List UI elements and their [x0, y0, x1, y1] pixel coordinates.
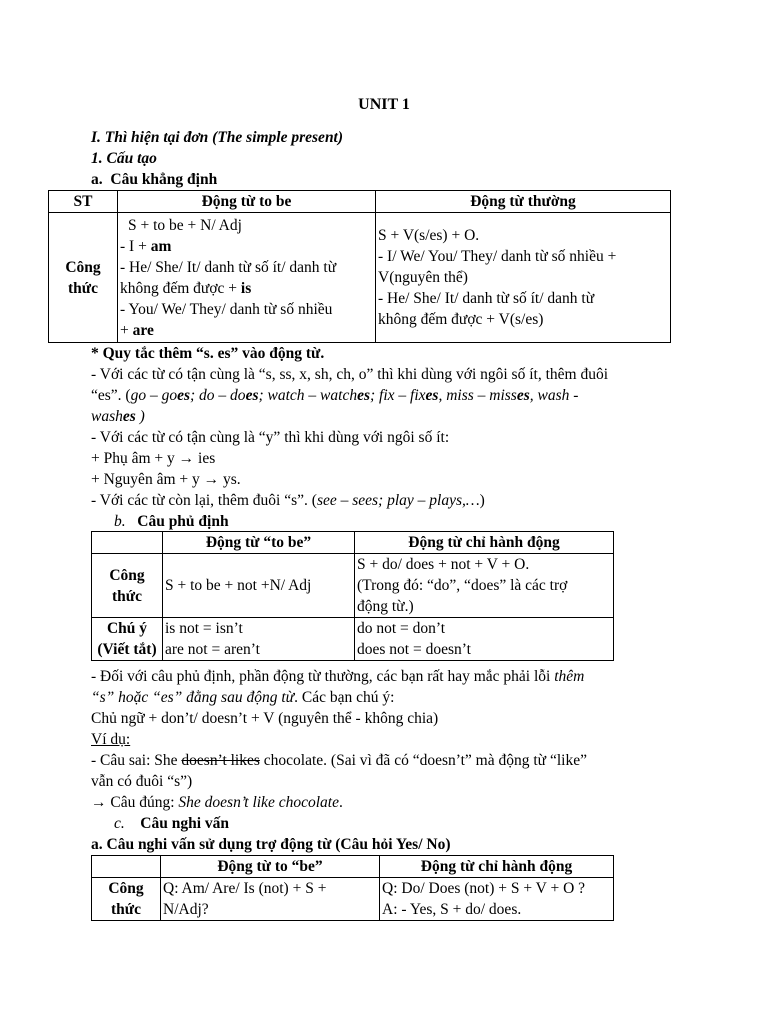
example-text: , wash - — [529, 387, 579, 404]
text: Câu đúng: — [106, 794, 179, 811]
subheading-negative — [114, 511, 229, 532]
italic-text: thêm — [554, 668, 585, 685]
row-label-line: thức — [68, 279, 98, 297]
subsection-heading: 1. Cấu tạo — [91, 150, 157, 167]
rule-line: + Phụ âm + y → ies — [91, 450, 216, 467]
example-line — [91, 792, 343, 813]
formula-line: Chủ ngữ + don’t/ doesn’t + V (nguyên thể - không chia) — [91, 710, 439, 727]
table-header: Động từ chỉ hành động — [355, 532, 614, 554]
example-text: , miss – miss — [438, 387, 517, 404]
table-header: Động từ chỉ hành động — [380, 856, 614, 878]
section-heading: I. Thì hiện tại đơn (The simple present) — [91, 129, 344, 146]
table-header: Động từ thường — [376, 191, 671, 213]
rule-line — [91, 385, 578, 406]
example-label: Ví dụ: — [91, 731, 131, 748]
cell-line: S + V(s/es) + O. — [378, 227, 480, 244]
row-label-line: thức — [111, 901, 141, 918]
table-cell — [380, 878, 614, 921]
cell-line: - He/ She/ It/ danh từ số ít/ danh từ — [120, 259, 337, 276]
subheading-text: Câu khẳng định — [110, 171, 218, 188]
italic-text: “s” hoặc “es” đằng sau động từ — [91, 689, 295, 706]
note-line — [91, 687, 394, 708]
list-letter: a. — [91, 171, 103, 188]
rule-title: * Quy tắc thêm “s. es” vào động từ. — [91, 345, 325, 362]
row-label — [49, 213, 118, 343]
row-label — [92, 618, 163, 661]
question-title: a. Câu nghi vấn sử dụng trợ động từ (Câu hỏi Yes/ No) — [91, 836, 451, 853]
example-suffix: es — [357, 387, 370, 404]
cell-line — [120, 320, 373, 341]
text: - Câu sai: She — [91, 752, 182, 769]
example-text: wash — [91, 408, 123, 425]
text: - Với các từ còn lại, thêm đuôi “s”. ( — [91, 492, 317, 509]
text: . Các bạn chú ý: — [294, 689, 395, 706]
row-label-line: Công — [109, 566, 145, 584]
note-line — [91, 666, 584, 687]
example-suffix: es — [516, 387, 530, 404]
text: chocolate. (Sai vì đã có “doesn’t” mà động từ “like” — [259, 752, 587, 769]
arrow-icon: → — [91, 794, 107, 811]
table-cell — [161, 878, 380, 921]
example-text: ) — [135, 408, 145, 425]
cell-line: do not = don’t — [357, 620, 446, 637]
cell-text: - I + — [120, 238, 151, 255]
subheading-text: Câu phủ định — [137, 513, 229, 530]
table-header-empty — [92, 856, 161, 878]
table-header: Động từ to “be” — [161, 856, 380, 878]
cell-text-bold: are — [132, 322, 154, 339]
cell-text: + — [120, 322, 133, 339]
example-text: ; watch – watch — [258, 387, 358, 404]
table-header-empty — [92, 532, 163, 554]
cell-line: A: - Yes, S + do/ does. — [382, 901, 522, 918]
cell-line: không đếm được + V(s/es) — [378, 311, 544, 328]
row-label-line: Công — [108, 880, 144, 897]
cell-line: - You/ We/ They/ danh từ số nhiều — [120, 301, 333, 318]
table-cell — [355, 618, 614, 661]
example-text: go – go — [130, 387, 178, 404]
table-cell — [355, 554, 614, 618]
example-line: vẫn có đuôi “s”) — [91, 773, 193, 790]
example-line — [91, 750, 587, 771]
cell-line: Q: Am/ Are/ Is (not) + S + — [163, 880, 327, 897]
rule-line — [91, 406, 145, 427]
cell-text-bold: is — [240, 280, 252, 297]
italic-text: She doesn’t like chocolate — [178, 794, 339, 811]
rule-line — [91, 490, 485, 511]
cell-line: - I/ We/ You/ They/ danh từ số nhiều + — [378, 248, 617, 265]
cell-text-bold: am — [150, 238, 172, 255]
example-text: ; fix – fix — [370, 387, 426, 404]
cell-line: Q: Do/ Does (not) + S + V + O ? — [382, 880, 586, 897]
cell-line: (Trong đó: “do”, “does” là các trợ — [357, 577, 568, 594]
question-table — [91, 855, 614, 921]
table-cell: S + to be + not +N/ Adj — [163, 554, 355, 618]
subheading-text: Câu nghi vấn — [140, 815, 229, 832]
page-title: UNIT 1 — [358, 96, 410, 113]
cell-line: - He/ She/ It/ danh từ số ít/ danh từ — [378, 290, 595, 307]
list-letter: c. — [114, 815, 125, 832]
cell-line: động từ.) — [357, 598, 414, 615]
table-header: Động từ to be — [118, 191, 376, 213]
example-suffix: es — [245, 387, 259, 404]
row-label — [92, 554, 163, 618]
regular-verb-cell — [376, 213, 671, 343]
subheading-affirmative — [91, 169, 217, 190]
text: ) — [479, 492, 485, 509]
example-suffix: es — [177, 387, 191, 404]
tobe-cell — [118, 213, 376, 343]
struck-text: doesn’t likes — [181, 752, 260, 769]
rule-line: - Với các từ có tận cùng là “y” thì khi dùng với ngôi số ít: — [91, 429, 450, 446]
table-header: Động từ “to be” — [163, 532, 355, 554]
text: - Đối với câu phủ định, phần động từ thường, các bạn rất hay mắc phải lỗi — [91, 668, 555, 685]
row-label-line: thức — [112, 587, 142, 605]
cell-line: V(nguyên thể) — [378, 269, 468, 286]
table-cell — [163, 618, 355, 661]
cell-line: S + to be + N/ Adj — [128, 217, 242, 234]
row-label-line: Chú ý — [106, 620, 148, 637]
example-suffix: es — [122, 408, 136, 425]
cell-line: N/Adj? — [163, 901, 209, 918]
cell-text: không đếm được + — [120, 280, 241, 297]
cell-line: S + do/ does + not + V + O. — [357, 556, 530, 573]
text: . — [338, 794, 343, 811]
cell-line — [120, 236, 373, 257]
affirmative-table — [48, 190, 671, 343]
example-suffix: es — [425, 387, 439, 404]
example-text: see – sees; play – plays,… — [316, 492, 480, 509]
rule-line: + Nguyên âm + y → ys. — [91, 471, 241, 488]
example-text: ; do – do — [190, 387, 246, 404]
row-label — [92, 878, 161, 921]
cell-line: are not = aren’t — [165, 641, 260, 658]
cell-line: does not = doesn’t — [357, 641, 471, 658]
cell-line — [120, 278, 373, 299]
subheading-question — [114, 813, 229, 834]
table-header: ST — [49, 191, 118, 213]
text: “es”. ( — [91, 387, 131, 404]
negative-table — [91, 531, 614, 661]
rule-line: - Với các từ có tận cùng là “s, ss, x, sh, ch, o” thì khi dùng với ngôi số ít, thêm đuôi — [91, 366, 608, 383]
row-label-line: Công — [65, 258, 101, 276]
cell-line: is not = isn’t — [165, 620, 243, 637]
list-letter: b. — [114, 513, 126, 530]
row-label-line: (Viết tắt) — [97, 641, 157, 658]
